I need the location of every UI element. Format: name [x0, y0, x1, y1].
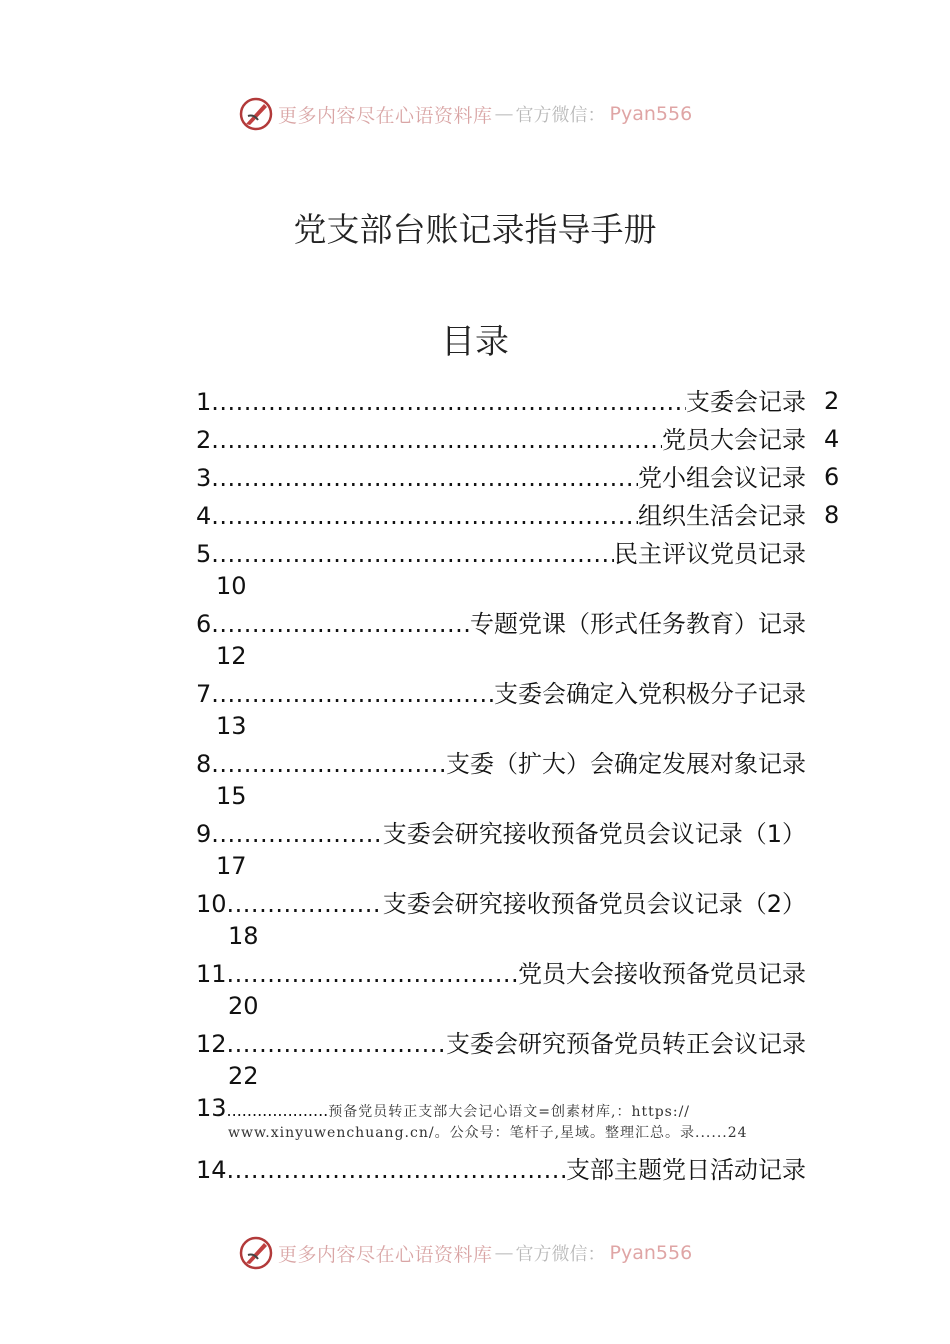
toc-entry-title: 支委会研究接收预备党员会议记录（2） [382, 890, 806, 918]
toc-leader-dots [227, 890, 383, 918]
toc-leader-dots [211, 388, 686, 416]
toc-entry[interactable] [196, 814, 846, 884]
toc-leader-dots [211, 820, 382, 848]
toc-entry[interactable] [196, 954, 846, 1024]
toc-entry-page: 12 [216, 642, 247, 670]
footer-watermark-banner [238, 1233, 738, 1273]
banner-wechat-label: 官方微信： [515, 105, 606, 126]
toc-entry[interactable] [196, 604, 846, 674]
toc-leader-dots [211, 426, 662, 454]
toc-entry-page: 6 [824, 463, 840, 491]
toc-entry-title: 党员大会接收预备党员记录 [518, 960, 806, 988]
toc-entry-page: 18 [228, 922, 259, 950]
table-of-contents [196, 382, 846, 1188]
toc-leader-dots: .................... [226, 1101, 329, 1120]
toc-entry-number: 6 [196, 610, 212, 638]
toc-entry-number: 8 [196, 750, 212, 778]
toc-entry-page: 4 [824, 425, 840, 453]
toc-entry-number: 12 [196, 1030, 227, 1058]
toc-entry[interactable] [196, 674, 846, 744]
banner-wechat-id: Pyan556 [609, 103, 693, 125]
toc-entry-title: 组织生活会记录 [638, 502, 806, 530]
banner-dash: — [494, 103, 514, 125]
document-title: 党支部台账记录指导手册 [293, 210, 657, 249]
toc-entry[interactable] [196, 744, 846, 814]
toc-entry-title: 支委会记录 [686, 388, 806, 416]
toc-entry-title: 民主评议党员记录 [614, 540, 806, 568]
toc-entry-number: 3 [196, 464, 212, 492]
toc-entry-number: 10 [196, 890, 227, 918]
toc-leader-dots [211, 680, 494, 708]
toc-entry-title-line2: www.xinyuwenchuang.cn/。公众号：笔杆子,星域。整理汇总。录......24 [228, 1125, 748, 1141]
toc-entry-page: 22 [228, 1062, 259, 1090]
toc-entry-title-line1: 预备党员转正支部大会记心语文=创素材库,：https:// [328, 1104, 691, 1120]
toc-entry-title: 党员大会记录 [662, 426, 806, 454]
toc-leader-dots [211, 540, 614, 568]
banner-wechat-id: Pyan556 [609, 1242, 693, 1264]
toc-entry-number: 9 [196, 820, 212, 848]
toc-entry[interactable] [196, 1150, 846, 1188]
toc-entry-page: 15 [216, 782, 247, 810]
toc-entry-title: 支部主题党日活动记录 [566, 1156, 806, 1184]
toc-entry-page: 8 [824, 501, 840, 529]
toc-entry-title: 专题党课（形式任务教育）记录 [470, 610, 806, 638]
header-watermark-banner [238, 94, 738, 134]
toc-entry-page: 10 [216, 572, 247, 600]
toc-entry-title: 支委会研究接收预备党员会议记录（1） [382, 820, 806, 848]
toc-entry-title: 党小组会议记录 [638, 464, 806, 492]
toc-entry[interactable] [196, 420, 846, 458]
banner-dash: — [494, 1242, 514, 1264]
banner-wechat-label: 官方微信： [515, 1244, 606, 1265]
toc-entry-number: 14 [196, 1156, 227, 1184]
toc-entry-title: 支委（扩大）会确定发展对象记录 [446, 750, 806, 778]
toc-entry-number: 11 [196, 960, 227, 988]
toc-entry-page: 20 [228, 992, 259, 1020]
banner-text: 更多内容尽在心语资料库 [278, 104, 493, 127]
toc-leader-dots [227, 1030, 446, 1058]
toc-entry-number: 13 [196, 1094, 227, 1122]
toc-leader-dots [227, 1156, 566, 1184]
toc-leader-dots [211, 610, 470, 638]
quill-logo-icon [238, 1235, 274, 1271]
toc-entry[interactable] [196, 382, 846, 420]
toc-entry[interactable] [196, 534, 846, 604]
toc-entry-number: 2 [196, 426, 212, 454]
toc-leader-dots [211, 750, 446, 778]
toc-entry-number: 7 [196, 680, 212, 708]
toc-entry-title: 支委会研究预备党员转正会议记录 [446, 1030, 806, 1058]
toc-entry-page: 2 [824, 387, 840, 415]
toc-entry-number: 1 [196, 388, 212, 416]
toc-heading: 目录 [441, 322, 509, 362]
toc-entry[interactable] [196, 1094, 846, 1150]
toc-entry[interactable] [196, 1024, 846, 1094]
toc-entry[interactable] [196, 458, 846, 496]
toc-leader-dots [211, 464, 638, 492]
banner-text: 更多内容尽在心语资料库 [278, 1243, 493, 1266]
toc-entry[interactable] [196, 884, 846, 954]
quill-logo-icon [238, 96, 274, 132]
toc-leader-dots [211, 502, 638, 530]
toc-entry-number: 5 [196, 540, 212, 568]
toc-entry[interactable] [196, 496, 846, 534]
toc-entry-page: 13 [216, 712, 247, 740]
toc-leader-dots [227, 960, 518, 988]
toc-entry-page: 17 [216, 852, 247, 880]
toc-entry-number: 4 [196, 502, 212, 530]
toc-entry-title: 支委会确定入党积极分子记录 [494, 680, 806, 708]
